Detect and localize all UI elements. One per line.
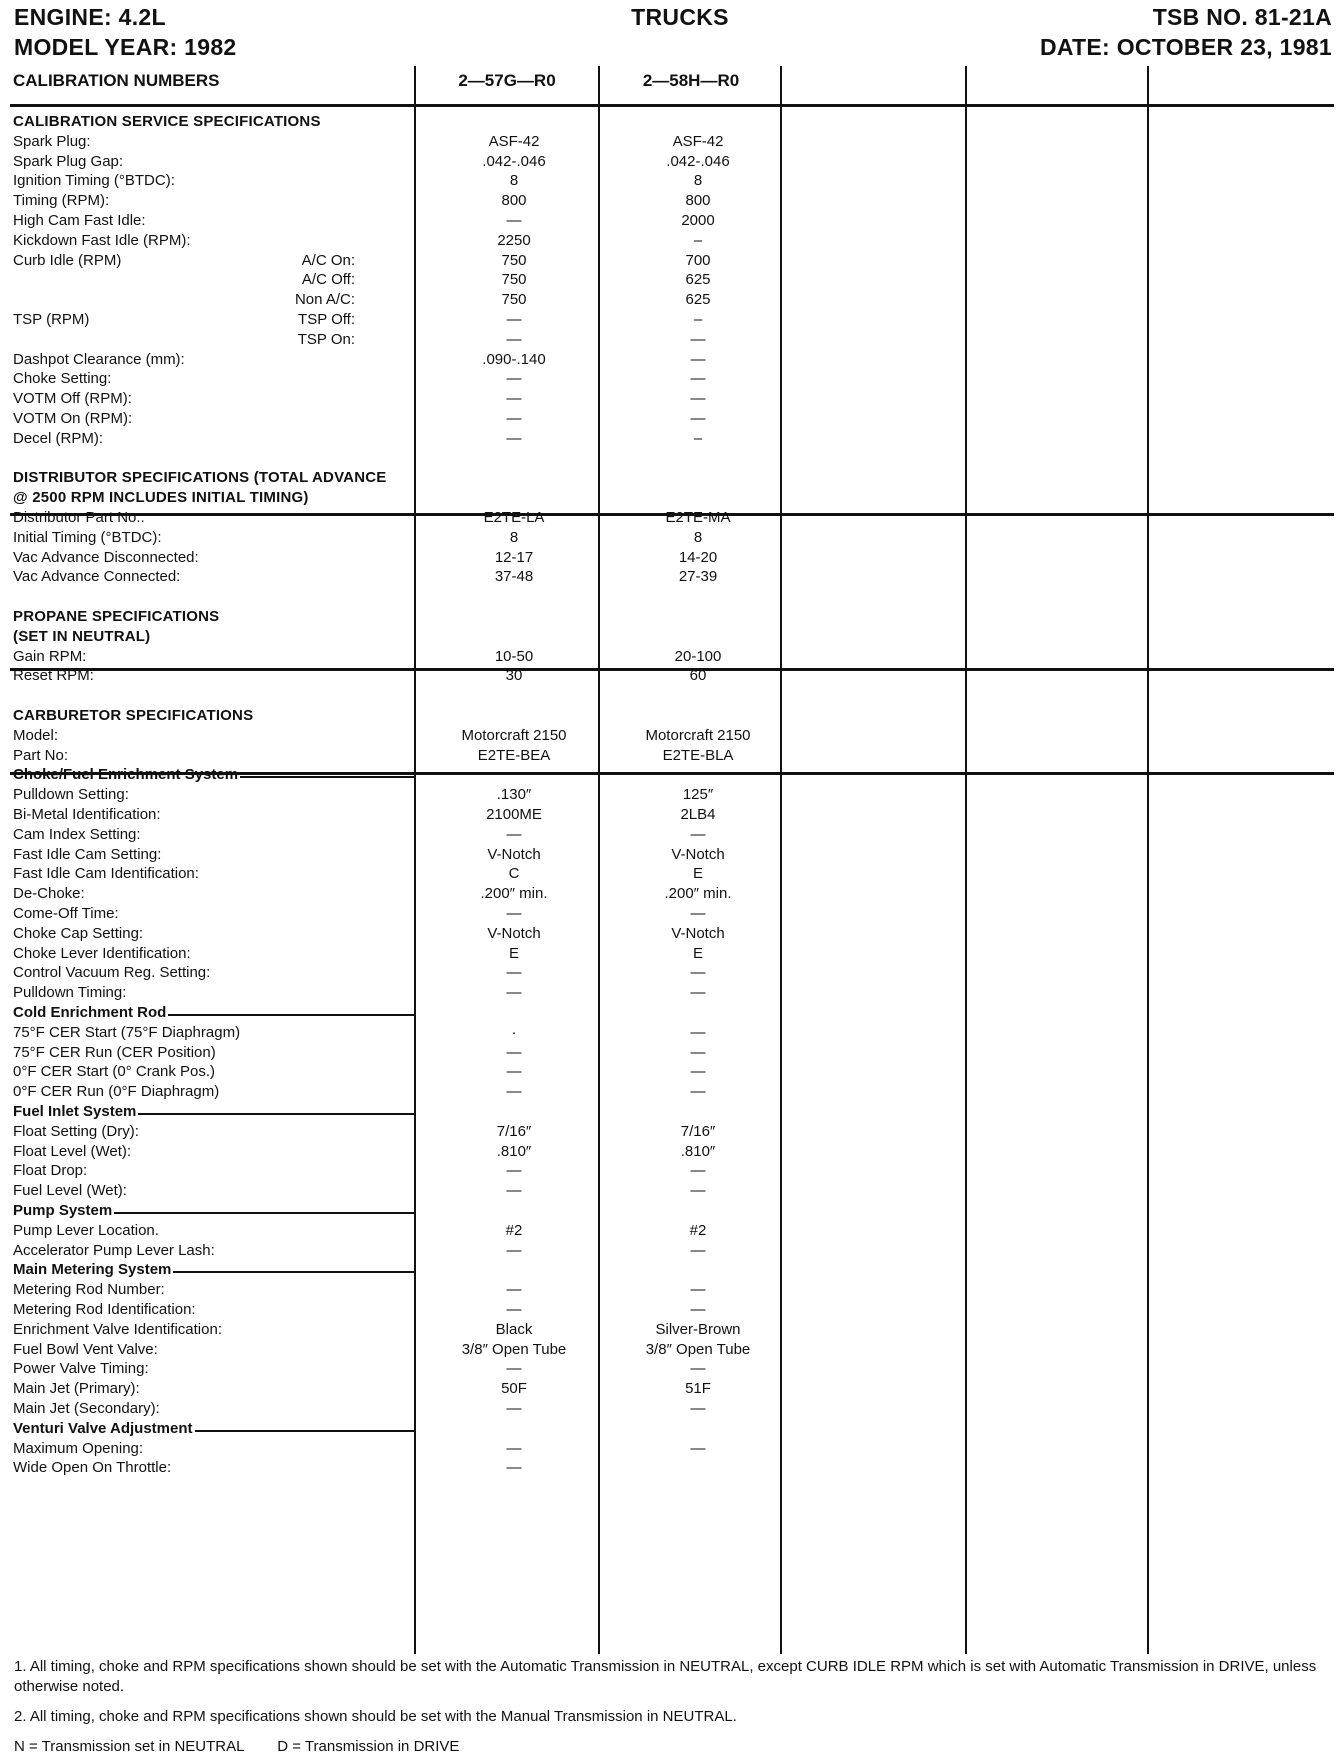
spec-row bbox=[10, 230, 1334, 252]
calibration-2-value: – bbox=[693, 429, 703, 447]
spec-row bbox=[10, 151, 1334, 173]
footnote-2: 2. All timing, choke and RPM specifications shown should be set with the Manual Transmission in NEUTRAL. bbox=[14, 1708, 737, 1725]
spec-label: Distributor Part No.: bbox=[13, 509, 145, 526]
calibration-1-value: 8 bbox=[509, 172, 519, 190]
specifications-table bbox=[10, 66, 1334, 1654]
spec-row bbox=[10, 349, 1334, 371]
subsection-heading bbox=[10, 1200, 1334, 1222]
calibration-2-value: — bbox=[690, 410, 706, 427]
calibration-1-value: .810″ bbox=[496, 1142, 532, 1160]
spec-row bbox=[10, 250, 1334, 272]
spec-label: Decel (RPM): bbox=[13, 429, 104, 447]
spec-row bbox=[10, 1160, 1334, 1182]
spec-row bbox=[10, 1042, 1334, 1064]
spec-row bbox=[10, 943, 1334, 965]
calibration-1-value: — bbox=[506, 1439, 522, 1457]
spec-condition: A/C On: bbox=[301, 251, 355, 269]
calibration-2-value: — bbox=[690, 964, 706, 982]
spec-label: Main Metering System bbox=[13, 1261, 172, 1279]
spec-row bbox=[10, 368, 1334, 390]
spec-row bbox=[10, 210, 1334, 232]
calibration-2-value: .200″ min. bbox=[664, 885, 732, 903]
calibration-1-value: — bbox=[506, 1241, 522, 1259]
spec-label: PROPANE SPECIFICATIONS bbox=[13, 608, 220, 625]
spec-condition: A/C Off: bbox=[301, 271, 355, 289]
spec-row bbox=[10, 1240, 1334, 1262]
calibration-1-value: C bbox=[508, 865, 520, 883]
calibration-2-value: E bbox=[692, 944, 703, 962]
calibration-1-value: — bbox=[506, 429, 522, 447]
spec-label: Curb Idle (RPM) bbox=[13, 251, 122, 269]
calibration-2-value: — bbox=[690, 984, 706, 1002]
calibration-1-value: — bbox=[506, 1301, 522, 1318]
spec-row bbox=[10, 527, 1334, 549]
spec-row bbox=[10, 1299, 1334, 1321]
spec-label: TSP (RPM) bbox=[13, 311, 90, 328]
calibration-numbers-header: CALIBRATION NUMBERS bbox=[13, 71, 220, 90]
spec-row bbox=[10, 289, 1334, 311]
calibration-1-value: — bbox=[506, 1459, 522, 1477]
spec-label: Dashpot Clearance (mm): bbox=[13, 350, 185, 368]
calibration-1-value: 50F bbox=[501, 1380, 527, 1398]
calibration-2-value: – bbox=[693, 231, 703, 249]
spec-row bbox=[10, 784, 1334, 806]
calibration-2-value: E2TE-BLA bbox=[662, 746, 734, 764]
calibration-2-value: 8 bbox=[693, 528, 703, 546]
spec-row bbox=[10, 1457, 1334, 1479]
spec-row bbox=[10, 824, 1334, 846]
spec-label: Maximum Opening: bbox=[13, 1439, 144, 1457]
calibration-1-value: 37-48 bbox=[494, 568, 534, 586]
transmission-legend: N = Transmission set in NEUTRAL D = Transmission in DRIVE bbox=[14, 1738, 460, 1755]
spec-condition: TSP On: bbox=[297, 330, 355, 348]
subsection-rule bbox=[138, 1113, 414, 1115]
spec-row bbox=[10, 1339, 1334, 1361]
spec-row bbox=[10, 1061, 1334, 1083]
spec-label: Initial Timing (°BTDC): bbox=[13, 528, 162, 546]
spec-label: Float Level (Wet): bbox=[13, 1142, 132, 1160]
calibration-1-value: — bbox=[506, 311, 522, 328]
spec-label: Choke Lever Identification: bbox=[13, 944, 191, 962]
spec-label: Vac Advance Connected: bbox=[13, 568, 181, 586]
calibration-2-value: 3/8″ Open Tube bbox=[645, 1340, 751, 1358]
calibration-2-value: — bbox=[690, 905, 706, 922]
spec-label: Metering Rod Identification: bbox=[13, 1301, 196, 1318]
spec-row bbox=[10, 1180, 1334, 1202]
calibration-2-value: E bbox=[692, 865, 703, 883]
section-heading bbox=[10, 606, 1334, 628]
calibration-1-value: — bbox=[506, 984, 522, 1002]
spec-row bbox=[10, 507, 1334, 529]
spec-row bbox=[10, 190, 1334, 212]
spec-row bbox=[10, 863, 1334, 885]
calibration-2-value: 2000 bbox=[681, 212, 715, 229]
calibration-1-value: — bbox=[506, 410, 522, 427]
calibration-2-value: — bbox=[690, 1301, 706, 1318]
calibration-2-value: .042-.046 bbox=[666, 152, 730, 170]
calibration-2-value: 51F bbox=[685, 1380, 711, 1398]
calibration-2-value: 2LB4 bbox=[680, 806, 716, 823]
calibration-2-value: 60 bbox=[689, 667, 707, 685]
section-heading bbox=[10, 467, 1334, 489]
calibration-1-value: — bbox=[506, 1083, 522, 1101]
calibration-1-value: 12-17 bbox=[494, 548, 534, 566]
footnotes bbox=[14, 1657, 1330, 1757]
spec-row bbox=[10, 804, 1334, 826]
calibration-2-value: — bbox=[690, 370, 706, 388]
calibration-1-value: .090-.140 bbox=[482, 350, 546, 368]
spec-label: Fuel Inlet System bbox=[13, 1103, 137, 1120]
spec-label: Bi-Metal Identification: bbox=[13, 806, 161, 823]
calibration-1-value: — bbox=[506, 330, 522, 348]
calibration-1-value: 2100ME bbox=[486, 806, 542, 823]
spec-label: Cold Enrichment Rod bbox=[13, 1004, 167, 1021]
calibration-2-value: 7/16″ bbox=[680, 1122, 716, 1140]
spec-label: Accelerator Pump Lever Lash: bbox=[13, 1241, 215, 1259]
spec-row bbox=[10, 1141, 1334, 1163]
spec-label: (SET IN NEUTRAL) bbox=[13, 627, 151, 645]
spec-row bbox=[10, 1081, 1334, 1103]
calibration-2-value: 125″ bbox=[682, 786, 714, 804]
calibration-1-value: 7/16″ bbox=[496, 1122, 532, 1140]
spec-row bbox=[10, 982, 1334, 1004]
calibration-2-value: — bbox=[690, 825, 706, 843]
section-heading bbox=[10, 626, 1334, 648]
spec-label: Power Valve Timing: bbox=[13, 1360, 149, 1378]
spec-label: Pulldown Timing: bbox=[13, 984, 127, 1002]
spec-label: 0°F CER Start (0° Crank Pos.) bbox=[13, 1063, 216, 1081]
spec-row bbox=[10, 665, 1334, 687]
calibration-1-value: V-Notch bbox=[487, 845, 541, 863]
spec-row bbox=[10, 329, 1334, 351]
calibration-2-value: — bbox=[690, 1400, 706, 1417]
spec-label: Metering Rod Number: bbox=[13, 1281, 165, 1299]
spec-label: Control Vacuum Reg. Setting: bbox=[13, 964, 211, 982]
spec-label: Pulldown Setting: bbox=[13, 786, 129, 804]
spec-label: @ 2500 RPM INCLUDES INITIAL TIMING) bbox=[13, 489, 309, 507]
spec-label: Cam Index Setting: bbox=[13, 825, 141, 843]
calibration-2-value: — bbox=[690, 1439, 706, 1457]
spec-row bbox=[10, 566, 1334, 588]
calibration-1-value: ASF-42 bbox=[488, 132, 540, 150]
calibration-2-value: — bbox=[690, 1023, 706, 1041]
calibration-1-value: — bbox=[506, 1400, 522, 1417]
calibration-1-value: — bbox=[506, 964, 522, 982]
spec-label: Come-Off Time: bbox=[13, 905, 119, 922]
calibration-1-value: .130″ bbox=[496, 786, 532, 804]
spec-row bbox=[10, 1378, 1334, 1400]
spec-label: Fuel Bowl Vent Valve: bbox=[13, 1340, 158, 1358]
spec-condition: Non A/C: bbox=[294, 291, 355, 309]
calibration-1-value: 800 bbox=[501, 192, 527, 210]
spec-label: Fuel Level (Wet): bbox=[13, 1182, 127, 1200]
calibration-1-value: 2250 bbox=[497, 231, 531, 249]
spec-label: Venturi Valve Adjustment bbox=[13, 1419, 193, 1437]
spec-row bbox=[10, 844, 1334, 866]
spec-row bbox=[10, 903, 1334, 925]
spec-label: CARBURETOR SPECIFICATIONS bbox=[13, 707, 254, 724]
subsection-rule bbox=[114, 1212, 414, 1214]
calibration-1-value: · bbox=[511, 1023, 517, 1041]
calibration-1-value: 750 bbox=[501, 251, 527, 269]
spec-row bbox=[10, 1438, 1334, 1460]
spec-row bbox=[10, 547, 1334, 569]
calibration-2-value: E2TE-MA bbox=[665, 509, 731, 526]
calibration-1-value: — bbox=[506, 1360, 522, 1378]
calibration-1-value: #2 bbox=[505, 1221, 523, 1239]
spec-row bbox=[10, 309, 1334, 331]
section-heading bbox=[10, 111, 1334, 133]
calibration-2-value: 20-100 bbox=[674, 647, 722, 665]
spec-label: Choke Cap Setting: bbox=[13, 924, 144, 942]
calibration-1-value: 10-50 bbox=[494, 647, 534, 665]
spec-label: Part No: bbox=[13, 746, 69, 764]
calibration-2-value: 14-20 bbox=[678, 548, 718, 566]
spec-label: Main Jet (Secondary): bbox=[13, 1400, 160, 1417]
subsection-rule bbox=[240, 776, 414, 778]
calibration-1-value: E2TE-LA bbox=[483, 509, 545, 526]
spec-row bbox=[10, 1022, 1334, 1044]
spec-label: Float Setting (Dry): bbox=[13, 1122, 139, 1140]
calibration-2-value: V-Notch bbox=[671, 924, 725, 942]
calibration-2-value: 800 bbox=[685, 192, 711, 210]
spec-label: Spark Plug Gap: bbox=[13, 152, 124, 170]
engine-label: ENGINE: 4.2L bbox=[14, 4, 166, 30]
calibration-2-value: 700 bbox=[685, 251, 711, 269]
spec-row bbox=[10, 883, 1334, 905]
spec-label: Choke Setting: bbox=[13, 370, 112, 388]
spec-label: Ignition Timing (°BTDC): bbox=[13, 172, 175, 190]
calibration-2-value: 625 bbox=[685, 291, 711, 309]
calibration-1-value: — bbox=[506, 1162, 522, 1180]
calibration-1-value: .200″ min. bbox=[480, 885, 548, 903]
calibration-2-value: — bbox=[690, 1162, 706, 1180]
calibration-1-value: V-Notch bbox=[487, 924, 541, 942]
spec-label: 0°F CER Run (0°F Diaphragm) bbox=[13, 1083, 220, 1101]
spec-label: Vac Advance Disconnected: bbox=[13, 548, 199, 566]
section-heading bbox=[10, 487, 1334, 509]
spec-label: 75°F CER Start (75°F Diaphragm) bbox=[13, 1023, 241, 1041]
spec-condition: TSP Off: bbox=[298, 311, 355, 328]
calibration-1-value: — bbox=[506, 905, 522, 922]
calibration-1-value: Black bbox=[495, 1320, 533, 1338]
spec-label: De-Choke: bbox=[13, 885, 85, 903]
category-title: TRUCKS bbox=[631, 4, 729, 30]
calibration-1-value: — bbox=[506, 370, 522, 388]
subsection-heading bbox=[10, 1418, 1334, 1440]
spec-row bbox=[10, 1220, 1334, 1242]
subsection-heading bbox=[10, 1101, 1334, 1123]
subsection-rule bbox=[168, 1014, 414, 1016]
calibration-1-value: Motorcraft 2150 bbox=[461, 726, 567, 744]
spec-row bbox=[10, 646, 1334, 668]
spec-row bbox=[10, 1121, 1334, 1143]
spec-row bbox=[10, 428, 1334, 450]
calibration-2-value: — bbox=[690, 330, 706, 348]
spec-row bbox=[10, 408, 1334, 430]
tsb-number: TSB NO. 81-21A bbox=[1152, 4, 1332, 30]
calibration-1-value: .042-.046 bbox=[482, 152, 546, 170]
calibration-1-value: — bbox=[506, 1182, 522, 1200]
spec-label: Fast Idle Cam Setting: bbox=[13, 845, 162, 863]
calibration-2-value: #2 bbox=[689, 1221, 707, 1239]
spec-row bbox=[10, 388, 1334, 410]
spec-label: VOTM Off (RPM): bbox=[13, 390, 132, 408]
subsection-rule bbox=[195, 1430, 414, 1432]
calibration-1-value: 8 bbox=[509, 528, 519, 546]
spec-label: VOTM On (RPM): bbox=[13, 410, 133, 427]
section-heading bbox=[10, 705, 1334, 727]
spec-label: Main Jet (Primary): bbox=[13, 1380, 140, 1398]
spec-label: Model: bbox=[13, 726, 59, 744]
calibration-2-value: ASF-42 bbox=[672, 132, 724, 150]
spec-row bbox=[10, 745, 1334, 767]
calibration-2-value: – bbox=[693, 311, 703, 328]
subsection-heading bbox=[10, 1259, 1334, 1281]
spec-row bbox=[10, 725, 1334, 747]
calibration-column-2-header: 2—58H—R0 bbox=[642, 71, 740, 90]
calibration-2-value: Motorcraft 2150 bbox=[645, 726, 751, 744]
calibration-1-value: 3/8″ Open Tube bbox=[461, 1340, 567, 1358]
spec-row bbox=[10, 1398, 1334, 1420]
spec-label: Spark Plug: bbox=[13, 132, 91, 150]
spec-label: Enrichment Valve Identification: bbox=[13, 1320, 222, 1338]
spec-label: 75°F CER Run (CER Position) bbox=[13, 1043, 216, 1061]
calibration-1-value: 30 bbox=[505, 667, 523, 685]
calibration-1-value: — bbox=[506, 825, 522, 843]
spec-label: Kickdown Fast Idle (RPM): bbox=[13, 231, 191, 249]
spec-label: Choke/Fuel Enrichment System bbox=[13, 766, 239, 784]
calibration-2-value: .810″ bbox=[680, 1142, 716, 1160]
bulletin-date: DATE: OCTOBER 23, 1981 bbox=[1039, 34, 1332, 60]
calibration-2-value: V-Notch bbox=[671, 845, 725, 863]
subsection-heading bbox=[10, 764, 1334, 786]
calibration-2-value: 27-39 bbox=[678, 568, 718, 586]
subsection-heading bbox=[10, 1002, 1334, 1024]
calibration-1-value: 750 bbox=[501, 291, 527, 309]
spec-label: High Cam Fast Idle: bbox=[13, 212, 146, 229]
calibration-2-value: — bbox=[690, 1063, 706, 1081]
spec-label: Float Drop: bbox=[13, 1162, 88, 1180]
calibration-2-value: — bbox=[690, 1281, 706, 1299]
spec-row bbox=[10, 1319, 1334, 1341]
spec-label: Reset RPM: bbox=[13, 667, 94, 685]
calibration-2-value: Silver-Brown bbox=[655, 1320, 741, 1338]
spec-label: Wide Open On Throttle: bbox=[13, 1459, 172, 1477]
calibration-2-value: 8 bbox=[693, 172, 703, 190]
calibration-1-value: 750 bbox=[501, 271, 527, 289]
spec-label: Gain RPM: bbox=[13, 647, 87, 665]
header-divider bbox=[10, 104, 1334, 107]
calibration-2-value: — bbox=[690, 1360, 706, 1378]
spec-row bbox=[10, 269, 1334, 291]
spec-row bbox=[10, 962, 1334, 984]
calibration-1-value: — bbox=[506, 1063, 522, 1081]
spec-row bbox=[10, 1279, 1334, 1301]
calibration-1-value: E bbox=[508, 944, 519, 962]
calibration-1-value: — bbox=[506, 1281, 522, 1299]
calibration-1-value: — bbox=[506, 1043, 522, 1061]
spec-label: Fast Idle Cam Identification: bbox=[13, 865, 199, 883]
calibration-2-value: 625 bbox=[685, 271, 711, 289]
calibration-2-value: — bbox=[690, 1182, 706, 1200]
spec-row bbox=[10, 131, 1334, 153]
model-year-label: MODEL YEAR: 1982 bbox=[14, 34, 237, 60]
spec-label: Timing (RPM): bbox=[13, 192, 110, 210]
spec-label: Pump System bbox=[13, 1202, 113, 1219]
spec-label: DISTRIBUTOR SPECIFICATIONS (TOTAL ADVANCE bbox=[13, 469, 387, 487]
calibration-2-value: — bbox=[690, 390, 706, 408]
calibration-2-value: — bbox=[690, 1083, 706, 1101]
calibration-2-value: — bbox=[690, 350, 706, 368]
spec-row bbox=[10, 170, 1334, 192]
calibration-2-value: — bbox=[690, 1241, 706, 1259]
spec-row bbox=[10, 923, 1334, 945]
calibration-column-1-header: 2—57G—R0 bbox=[458, 71, 556, 90]
calibration-1-value: — bbox=[506, 212, 522, 229]
spec-label: Pump Lever Location. bbox=[13, 1221, 159, 1239]
spec-row bbox=[10, 1358, 1334, 1380]
footnote-1: 1. All timing, choke and RPM specifications shown should be set with the Automatic Transmission in NEUTRAL, except CURB IDLE RPM which is set with Automatic Transmission in DRIVE, unless otherwise noted. bbox=[14, 1658, 1317, 1695]
calibration-1-value: — bbox=[506, 390, 522, 408]
subsection-rule bbox=[173, 1271, 414, 1273]
calibration-2-value: — bbox=[690, 1043, 706, 1061]
spec-label: CALIBRATION SERVICE SPECIFICATIONS bbox=[13, 113, 321, 130]
calibration-1-value: E2TE-BEA bbox=[477, 746, 551, 764]
